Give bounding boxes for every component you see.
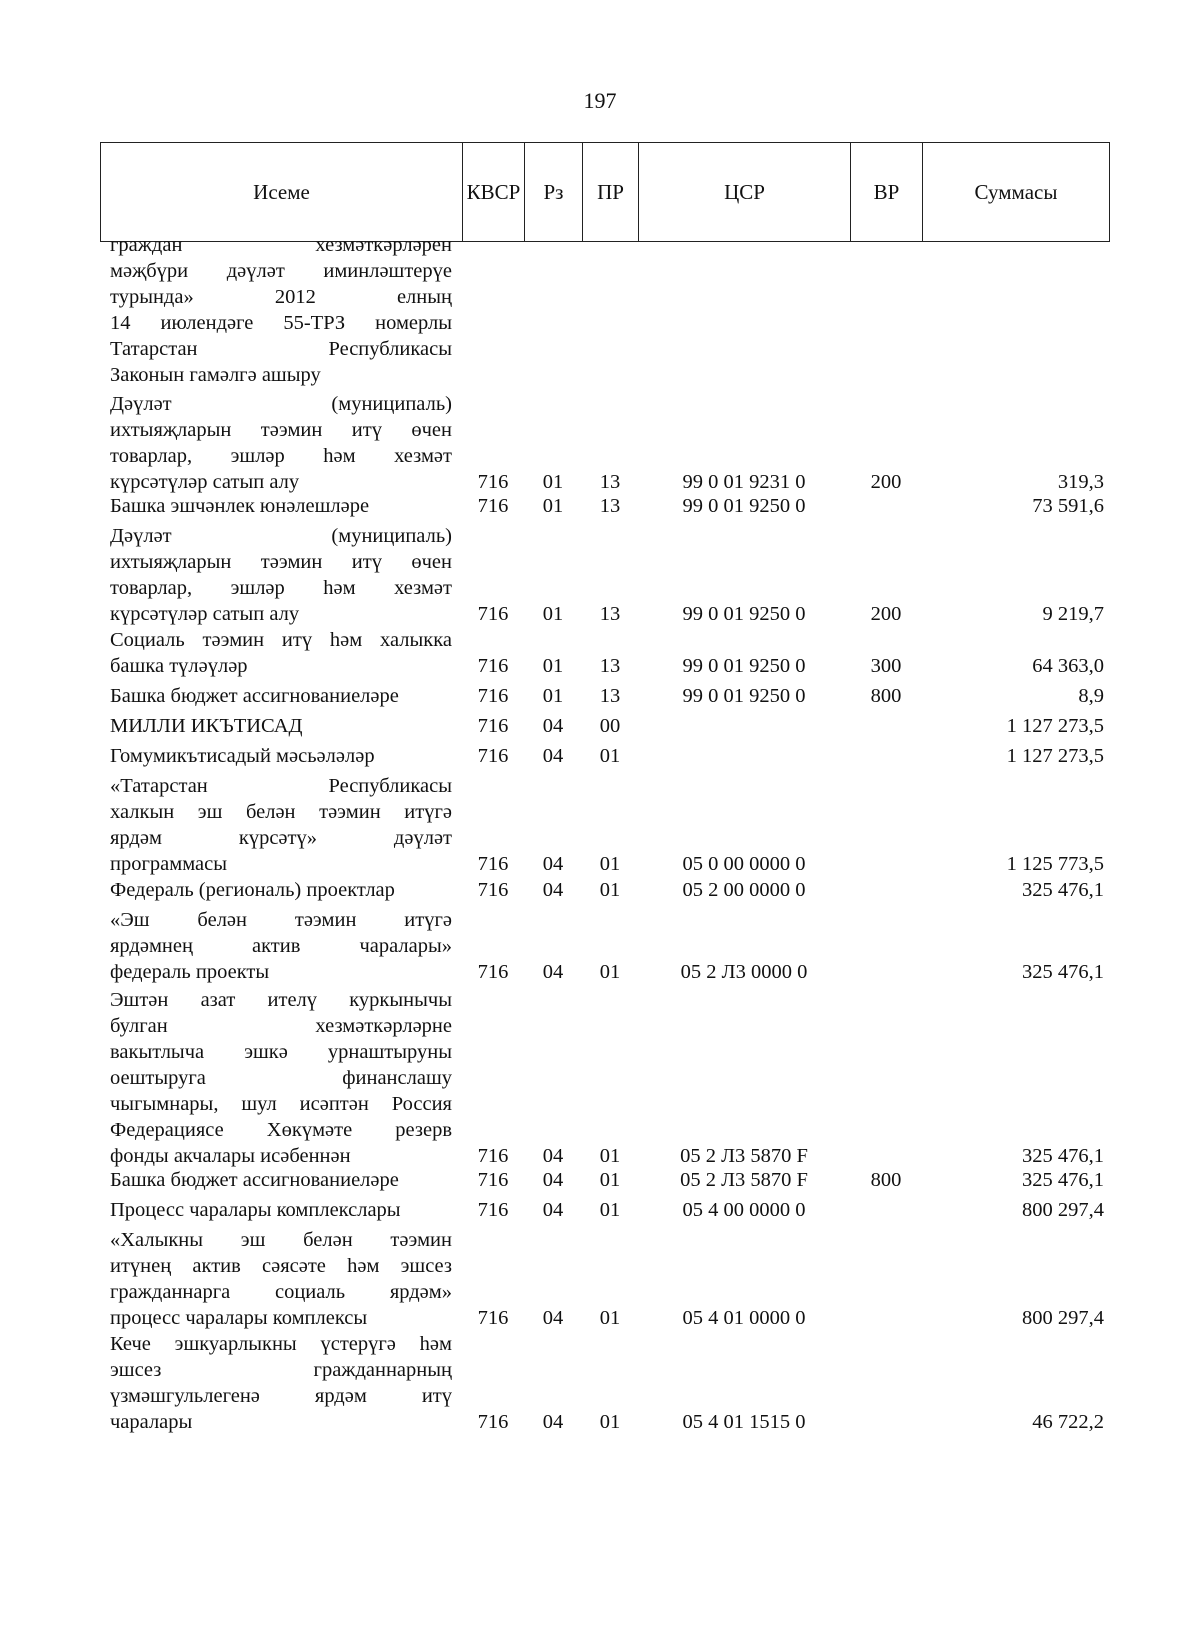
row-name [110, 713, 452, 739]
row-name-line: күрсәтүләр сатып алу [110, 471, 300, 493]
cell-vr: 200 [870, 471, 902, 493]
row-name [110, 493, 452, 519]
cell-pr: 01 [599, 961, 621, 983]
row-name-line: башка түләүләр [110, 655, 248, 677]
cell-csr: 99 0 01 9231 0 [682, 471, 806, 493]
row-name-line: ярдәм күрсәтү» дәүләт [110, 827, 452, 849]
cell-vr: 800 [870, 685, 902, 707]
header-sum: Суммасы [974, 179, 1058, 204]
cell-pr: 13 [599, 685, 621, 707]
header-kvsr: КВСР [463, 143, 525, 241]
cell-sum: 325 476,1 [1022, 1169, 1104, 1191]
row-name [110, 1227, 452, 1331]
cell-kvsr: 716 [477, 879, 509, 901]
cell-vr: 200 [870, 603, 902, 625]
row-name-line: товарлар, эшләр һәм хезмәт [110, 445, 452, 467]
cell-sum: 64 363,0 [1032, 655, 1104, 677]
cell-csr: 05 2 Л3 5870 F [680, 1169, 808, 1191]
table-row [100, 713, 1110, 739]
row-name-line: Законын гамәлгә ашыру [110, 364, 321, 386]
table-row [100, 1167, 1110, 1193]
row-name-line: Башка эшчәнлек юнәлешләре [110, 495, 370, 517]
row-name-line: үзмәшгульлегенә ярдәм итү [110, 1385, 452, 1407]
row-name-line: «Эш белән тәэмин итүгә [110, 909, 452, 931]
table-header [100, 142, 1110, 242]
row-name-line: «Татарстан Республикасы [110, 775, 452, 797]
cell-pr: 01 [599, 745, 621, 767]
row-name [110, 773, 452, 877]
cell-rz: 04 [542, 1169, 564, 1191]
row-name-line: Дәүләт (муниципаль) [110, 525, 452, 547]
row-name-line: эшсез гражданнарның [110, 1359, 452, 1381]
cell-sum: 73 591,6 [1032, 495, 1104, 517]
row-name-line: процесс чаралары комплексы [110, 1307, 368, 1329]
cell-pr: 13 [599, 495, 621, 517]
row-name [110, 523, 452, 627]
cell-kvsr: 716 [477, 655, 509, 677]
cell-sum: 325 476,1 [1022, 879, 1104, 901]
row-name-line: Татарстан Республикасы [110, 338, 452, 360]
table-row [100, 683, 1110, 709]
cell-rz: 04 [542, 715, 564, 737]
cell-sum: 319,3 [1057, 471, 1104, 493]
header-vr: ВР [851, 143, 923, 241]
cell-kvsr: 716 [477, 961, 509, 983]
row-name-line: МИЛЛИ ИКЪТИСАД [110, 715, 303, 737]
row-name-line: товарлар, эшләр һәм хезмәт [110, 577, 452, 599]
row-name [110, 232, 452, 388]
cell-csr: 05 0 00 0000 0 [682, 853, 806, 875]
cell-pr: 00 [599, 715, 621, 737]
table-row [100, 773, 1110, 877]
cell-rz: 04 [542, 1199, 564, 1221]
cell-rz: 04 [542, 1145, 564, 1167]
cell-kvsr: 716 [477, 685, 509, 707]
header-rz: Рз [525, 143, 583, 241]
cell-vr: 300 [870, 655, 902, 677]
table-row [100, 907, 1110, 985]
cell-kvsr: 716 [477, 853, 509, 875]
cell-csr: 05 4 01 0000 0 [682, 1307, 806, 1329]
cell-pr: 01 [599, 1199, 621, 1221]
row-name-line: ихтыяҗларын тәэмин итү өчен [110, 551, 452, 573]
cell-kvsr: 716 [477, 603, 509, 625]
row-name-line: 14 июлендәге 55-ТРЗ номерлы [110, 312, 452, 334]
cell-kvsr: 716 [477, 471, 509, 493]
cell-kvsr: 716 [477, 1411, 509, 1433]
row-name-line: Кече эшкуарлыкны үстерүгә һәм [110, 1333, 452, 1355]
cell-rz: 04 [542, 745, 564, 767]
row-name [110, 907, 452, 985]
table-row [100, 877, 1110, 903]
table-row [100, 1331, 1110, 1435]
cell-kvsr: 716 [477, 1307, 509, 1329]
cell-rz: 01 [542, 685, 564, 707]
cell-pr: 01 [599, 853, 621, 875]
cell-sum: 46 722,2 [1032, 1411, 1104, 1433]
row-name-line: чыгымнары, шул исәптән Россия [110, 1093, 452, 1115]
row-name-line: Гомумикътисадый мәсьәләләр [110, 745, 375, 767]
cell-sum: 1 127 273,5 [1006, 745, 1104, 767]
table-row [100, 1197, 1110, 1223]
cell-kvsr: 716 [477, 1199, 509, 1221]
table-row [100, 1227, 1110, 1331]
cell-rz: 01 [542, 655, 564, 677]
cell-sum: 800 297,4 [1022, 1199, 1104, 1221]
cell-kvsr: 716 [477, 495, 509, 517]
cell-sum: 1 127 273,5 [1006, 715, 1104, 737]
row-name [110, 743, 452, 769]
cell-csr: 05 2 00 0000 0 [682, 879, 806, 901]
row-name-line: Процесс чаралары комплекслары [110, 1199, 401, 1221]
row-name-line: турында» 2012 елның [110, 286, 452, 308]
row-name-line: гражданнарга социаль ярдәм» [110, 1281, 452, 1303]
cell-vr: 800 [870, 1169, 902, 1191]
cell-sum: 800 297,4 [1022, 1307, 1104, 1329]
row-name-line: ихтыяҗларын тәэмин итү өчен [110, 419, 452, 441]
row-name [110, 627, 452, 679]
table-row [100, 523, 1110, 627]
header-name: Исеме [101, 143, 463, 241]
cell-rz: 01 [542, 603, 564, 625]
table-row [100, 493, 1110, 519]
row-name-line: ярдәмнең актив чаралары» [110, 935, 452, 957]
row-name-line: мәҗбүри дәүләт иминләштерүе [110, 260, 452, 282]
cell-csr: 99 0 01 9250 0 [682, 685, 806, 707]
row-name-line: күрсәтүләр сатып алу [110, 603, 300, 625]
header-csr: ЦСР [639, 143, 851, 241]
row-name-line: итүнең актив сәясәте һәм эшсез [110, 1255, 452, 1277]
row-name-line: оештыруга финанслашу [110, 1067, 452, 1089]
row-name [110, 1197, 452, 1223]
cell-sum: 325 476,1 [1022, 1145, 1104, 1167]
row-name-line: Эштән азат ителү куркынычы [110, 989, 452, 1011]
cell-rz: 04 [542, 879, 564, 901]
cell-rz: 04 [542, 853, 564, 875]
table-row [100, 627, 1110, 679]
row-name [110, 683, 452, 709]
header-pr: ПР [583, 143, 639, 241]
cell-rz: 04 [542, 1307, 564, 1329]
cell-sum: 9 219,7 [1042, 603, 1104, 625]
cell-pr: 01 [599, 1169, 621, 1191]
cell-csr: 05 4 01 1515 0 [682, 1411, 806, 1433]
row-name [110, 1331, 452, 1435]
cell-pr: 01 [599, 1307, 621, 1329]
cell-csr: 05 2 Л3 0000 0 [680, 961, 808, 983]
cell-pr: 01 [599, 879, 621, 901]
cell-rz: 01 [542, 495, 564, 517]
table-row [100, 232, 1110, 388]
row-name-line: халкын эш белән тәэмин итүгә [110, 801, 452, 823]
cell-kvsr: 716 [477, 1169, 509, 1191]
cell-rz: 04 [542, 961, 564, 983]
row-name-line: Федерациясе Хөкүмәте резерв [110, 1119, 452, 1141]
row-name-line: «Халыкны эш белән тәэмин [110, 1229, 452, 1251]
row-name [110, 1167, 452, 1193]
cell-sum: 8,9 [1078, 685, 1104, 707]
row-name-line: программасы [110, 853, 228, 875]
row-name-line: Социаль тәэмин итү һәм халыкка [110, 629, 452, 651]
row-name-line: вакытлыча эшкә урнаштыруны [110, 1041, 452, 1063]
cell-pr: 13 [599, 603, 621, 625]
row-name-line: федераль проекты [110, 961, 270, 983]
row-name-line: фонды акчалары исәбеннән [110, 1145, 351, 1167]
row-name [110, 877, 452, 903]
cell-pr: 13 [599, 471, 621, 493]
cell-rz: 01 [542, 471, 564, 493]
cell-pr: 01 [599, 1145, 621, 1167]
row-name [110, 987, 452, 1169]
cell-csr: 05 4 00 0000 0 [682, 1199, 806, 1221]
cell-kvsr: 716 [477, 1145, 509, 1167]
cell-pr: 01 [599, 1411, 621, 1433]
row-name-line: Дәүләт (муниципаль) [110, 393, 452, 415]
table-row [100, 987, 1110, 1169]
cell-csr: 99 0 01 9250 0 [682, 603, 806, 625]
row-name-line: граждан хезмәткәрләрен [110, 234, 452, 256]
table-row [100, 743, 1110, 769]
cell-csr: 99 0 01 9250 0 [682, 655, 806, 677]
table-row [100, 391, 1110, 495]
cell-pr: 13 [599, 655, 621, 677]
row-name-line: булган хезмәткәрләрне [110, 1015, 452, 1037]
cell-csr: 99 0 01 9250 0 [682, 495, 806, 517]
cell-kvsr: 716 [477, 745, 509, 767]
row-name-line: чаралары [110, 1411, 193, 1433]
row-name-line: Федераль (региональ) проектлар [110, 879, 395, 901]
cell-csr: 05 2 Л3 5870 F [680, 1145, 808, 1167]
row-name-line: Башка бюджет ассигнованиеләре [110, 685, 399, 707]
cell-sum: 325 476,1 [1022, 961, 1104, 983]
cell-rz: 04 [542, 1411, 564, 1433]
page-number: 197 [583, 88, 617, 113]
cell-sum: 1 125 773,5 [1006, 853, 1104, 875]
row-name-line: Башка бюджет ассигнованиеләре [110, 1169, 399, 1191]
cell-kvsr: 716 [477, 715, 509, 737]
row-name [110, 391, 452, 495]
